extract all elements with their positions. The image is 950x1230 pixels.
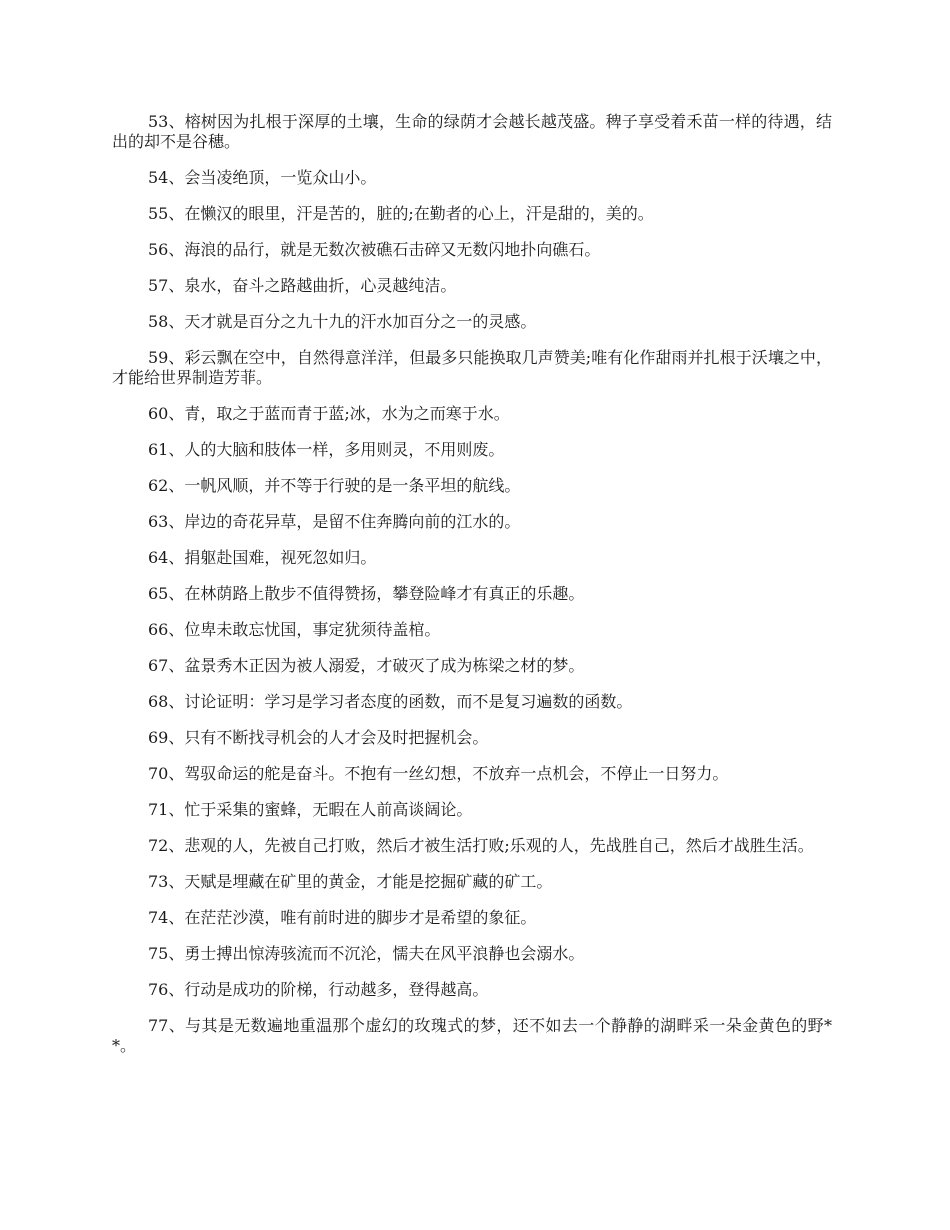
quote-60: 60、青，取之于蓝而青于蓝;冰，水为之而寒于水。 — [148, 404, 510, 423]
quote-54: 54、会当凌绝顶，一览众山小。 — [148, 168, 377, 187]
quote-55: 55、在懒汉的眼里，汗是苦的，脏的;在勤者的心上，汗是甜的，美的。 — [148, 204, 654, 223]
quote-56: 56、海浪的品行，就是无数次被礁石击碎又无数闪地扑向礁石。 — [148, 240, 601, 259]
quote-66: 66、位卑未敢忘忧国，事定犹须待盖棺。 — [148, 620, 441, 639]
quote-63: 63、岸边的奇花异草，是留不住奔腾向前的江水的。 — [148, 512, 521, 531]
quote-57: 57、泉水，奋斗之路越曲折，心灵越纯洁。 — [148, 276, 457, 295]
document-body — [112, 112, 832, 1072]
quote-58: 58、天才就是百分之九十九的汗水加百分之一的灵感。 — [148, 312, 537, 331]
quote-59: 59、彩云飘在空中，自然得意洋洋，但最多只能换取几声赞美;唯有化作甜雨并扎根于沃壤之中，才能给世界制造芳菲。 — [112, 348, 832, 387]
quote-74: 74、在茫茫沙漠，唯有前时进的脚步才是希望的象征。 — [148, 908, 537, 927]
quote-72: 72、悲观的人，先被自己打败，然后才被生活打败;乐观的人，先战胜自己，然后才战胜生活。 — [148, 836, 814, 855]
quote-65: 65、在林荫路上散步不值得赞扬，攀登险峰才有真正的乐趣。 — [148, 584, 585, 603]
quote-53: 53、榕树因为扎根于深厚的土壤，生命的绿荫才会越长越茂盛。稗子享受着禾苗一样的待遇，结出的却不是谷穗。 — [112, 112, 832, 151]
quote-62: 62、一帆风顺，并不等于行驶的是一条平坦的航线。 — [148, 476, 521, 495]
quote-61: 61、人的大脑和肢体一样，多用则灵，不用则废。 — [148, 440, 505, 459]
quote-70: 70、驾驭命运的舵是奋斗。不抱有一丝幻想，不放弃一点机会，不停止一日努力。 — [148, 764, 729, 783]
quote-71: 71、忙于采集的蜜蜂，无暇在人前高谈阔论。 — [148, 800, 473, 819]
quote-77: 77、与其是无数遍地重温那个虚幻的玫瑰式的梦，还不如去一个静静的湖畔采一朵金黄色的野**。 — [112, 1016, 832, 1055]
quote-67: 67、盆景秀木正因为被人溺爱，才破灭了成为栋梁之材的梦。 — [148, 656, 585, 675]
quote-76: 76、行动是成功的阶梯，行动越多，登得越高。 — [148, 980, 489, 999]
quote-69: 69、只有不断找寻机会的人才会及时把握机会。 — [148, 728, 489, 747]
quote-75: 75、勇士搏出惊涛骇流而不沉沦，懦夫在风平浪静也会溺水。 — [148, 944, 585, 963]
quote-68: 68、讨论证明：学习是学习者态度的函数，而不是复习遍数的函数。 — [148, 692, 633, 711]
quote-64: 64、捐躯赴国难，视死忽如归。 — [148, 548, 377, 567]
quote-73: 73、天赋是埋藏在矿里的黄金，才能是挖掘矿藏的矿工。 — [148, 872, 553, 891]
